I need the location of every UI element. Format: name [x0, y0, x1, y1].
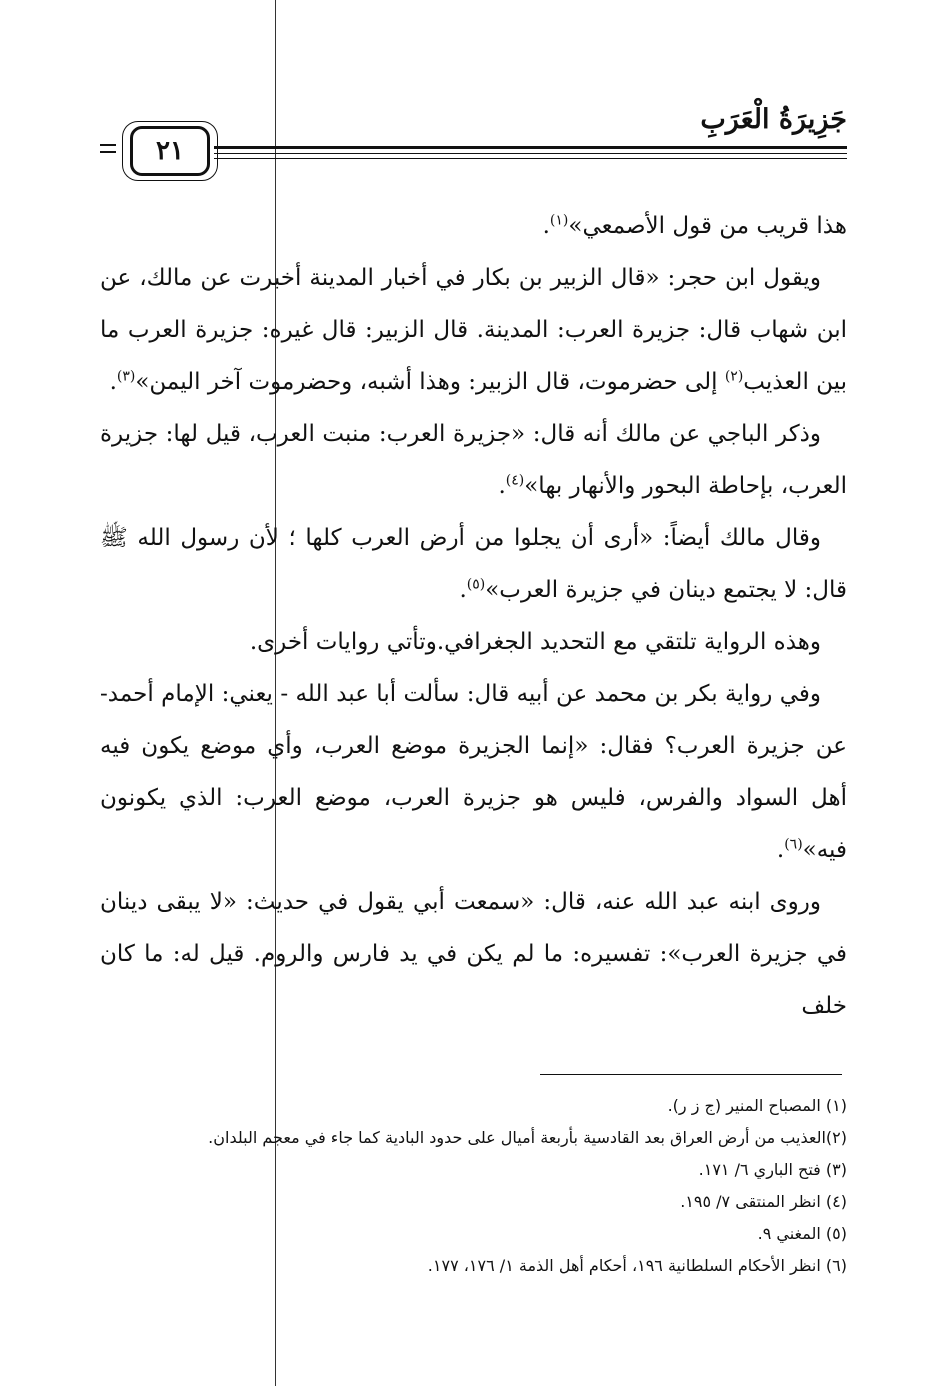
footnote-separator: [540, 1074, 842, 1075]
footnote-ref: (٢): [724, 368, 744, 385]
header-rule-mid: [214, 153, 847, 154]
footnote-ref: (٥): [466, 576, 486, 593]
footnote: (٢)العذيب من أرض العراق بعد القادسية بأربعة أميال على حدود البادية كما جاء في معجم البلدان.: [208, 1128, 847, 1147]
running-title: جَزِيرَةُ الْعَرَبِ: [700, 104, 847, 135]
paragraph: وذكر الباجي عن مالك أنه قال: «جزيرة العرب: منبت العرب، قيل لها: جزيرة العرب، بإحاطة البحور والأنهار بها»$^{(٤)}$.: [100, 421, 847, 499]
header-rule-bottom: [214, 158, 847, 159]
footnote: (٣) فتح الباري ٦/ ١٧١.: [698, 1160, 847, 1179]
paragraph: وهذه الرواية تلتقي مع التحديد الجغرافي.وتأتي روايات أخرى.: [249, 629, 821, 655]
paragraph: وقال مالك أيضاً: «أرى أن يجلوا من أرض العرب كلها ؛ لأن رسول الله ﷺ قال: لا يجتمع دينان في جزيرة العرب»$^{(٥)}$.: [100, 525, 847, 603]
footnote: (١) المصباح المنير (ج ز ر).: [667, 1096, 847, 1115]
paragraph: ويقول ابن حجر: «قال الزبير بن بكار في أخبار المدينة أخبرت عن مالك، عن ابن شهاب قال: جزيرة العرب: المدينة. قال الزبير: قال غيره: جزيرة العرب ما بين العذيب$^{(٢)}$ إلى حضرموت، قال الزبير: وهذا أشبه، وحضرموت آخر اليمن»$^{(٣)}$.: [100, 265, 847, 395]
paragraph: وروى ابنه عبد الله عنه، قال: «سمعت أبي يقول في حديث: «لا يبقى دينان في جزيرة العرب»: تفسيره: ما لم يكن في يد فارس والروم. قيل له: ما كان خلف: [100, 889, 847, 1019]
main-text: [100, 200, 847, 1032]
footnote-ref: (٣): [116, 368, 136, 385]
page-number: ٢١: [130, 126, 210, 176]
footnote-ref: (٤): [505, 472, 525, 489]
footnotes: [100, 1090, 847, 1282]
footnote: (٥) المغني ٩.: [757, 1224, 847, 1243]
header-ornament: [100, 144, 116, 158]
footnote: (٤) انظر المنتقى ٧/ ١٩٥.: [680, 1192, 847, 1211]
paragraph: هذا قريب من قول الأصمعي»$^{(١)}$.: [542, 212, 847, 239]
footnote-ref: (٦): [784, 836, 803, 853]
paragraph: وفي رواية بكر بن محمد عن أبيه قال: سألت أبا عبد الله - يعني: الإمام أحمد- عن جزيرة العرب؟ فقال: «إنما الجزيرة موضع العرب، وأي موضع يكون فيه أهل السواد والفرس، فليس هو جزيرة العرب، موضع العرب: الذي يكونون فيه»$^{(٦)}$.: [100, 681, 847, 863]
header-rule-top: [214, 146, 847, 149]
footnote: (٦) انظر الأحكام السلطانية ١٩٦، أحكام أهل الذمة ١/ ١٧٦، ١٧٧.: [427, 1256, 847, 1275]
footnote-ref: (١): [549, 212, 569, 229]
